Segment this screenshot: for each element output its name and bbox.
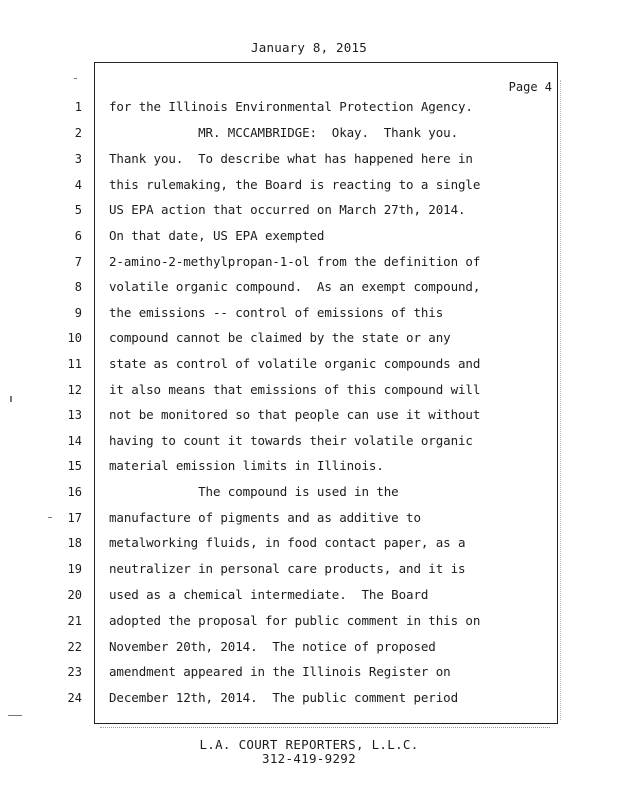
line-number: 4: [74, 178, 82, 192]
scan-speck: [10, 396, 12, 402]
line-number: 3: [74, 152, 82, 166]
transcript-line: MR. MCCAMBRIDGE: Okay. Thank you.: [109, 125, 459, 140]
line-number: 22: [67, 640, 82, 654]
line-number: 7: [74, 255, 82, 269]
scan-speck: [8, 715, 22, 716]
line-number: 15: [67, 459, 82, 473]
transcript-line: On that date, US EPA exempted: [109, 228, 325, 243]
line-number: 5: [74, 203, 82, 217]
line-number: 12: [67, 383, 82, 397]
transcript-line: used as a chemical intermediate. The Board: [109, 587, 429, 602]
line-number: 6: [74, 229, 82, 243]
line-number: 23: [67, 665, 82, 679]
scan-speck: [48, 517, 52, 518]
transcript-line: adopted the proposal for public comment in this on: [109, 613, 481, 628]
transcript-line: amendment appeared in the Illinois Register on: [109, 664, 451, 679]
scan-dotted-edge: [100, 727, 550, 728]
transcript-line: this rulemaking, the Board is reacting to a single: [109, 177, 481, 192]
court-reporter-company: L.A. COURT REPORTERS, L.L.C.: [199, 737, 419, 752]
line-number: 21: [67, 614, 82, 628]
transcript-line: The compound is used in the: [109, 484, 399, 499]
transcript-line: manufacture of pigments and as additive to: [109, 510, 421, 525]
line-number: 2: [74, 126, 82, 140]
line-number: 13: [67, 408, 82, 422]
transcript-line: November 20th, 2014. The notice of proposed: [109, 639, 436, 654]
line-number: 16: [67, 485, 82, 499]
transcript-line: it also means that emissions of this compound will: [109, 382, 481, 397]
scan-dotted-edge: [560, 80, 561, 720]
line-number: 9: [74, 306, 82, 320]
transcript-line: 2-amino-2-methylpropan-1-ol from the definition of: [109, 254, 481, 269]
transcript-line: the emissions -- control of emissions of this: [109, 305, 444, 320]
line-number: 1: [74, 100, 82, 114]
court-reporter-phone: 312-419-9292: [262, 751, 356, 766]
transcript-line: compound cannot be claimed by the state or any: [109, 330, 451, 345]
transcript-line: having to count it towards their volatile organic: [109, 433, 473, 448]
transcript-line: state as control of volatile organic compounds and: [109, 356, 481, 371]
transcript-line: for the Illinois Environmental Protection Agency.: [109, 99, 473, 114]
line-number: 8: [74, 280, 82, 294]
line-number: 17: [67, 511, 82, 525]
transcript-line: not be monitored so that people can use it without: [109, 407, 481, 422]
line-number: 10: [67, 331, 82, 345]
transcript-line: material emission limits in Illinois.: [109, 458, 384, 473]
line-number: 24: [67, 691, 82, 705]
transcript-line: US EPA action that occurred on March 27th, 2014.: [109, 202, 466, 217]
transcript-date-header: January 8, 2015: [251, 40, 367, 55]
scan-speck: [74, 78, 77, 79]
transcript-line: December 12th, 2014. The public comment period: [109, 690, 459, 705]
transcript-line: Thank you. To describe what has happened here in: [109, 151, 473, 166]
transcript-line: neutralizer in personal care products, and it is: [109, 561, 466, 576]
transcript-line: metalworking fluids, in food contact paper, as a: [109, 535, 466, 550]
line-number: 18: [67, 536, 82, 550]
line-number: 19: [67, 562, 82, 576]
line-number: 20: [67, 588, 82, 602]
transcript-line: volatile organic compound. As an exempt compound,: [109, 279, 481, 294]
line-number: 11: [67, 357, 82, 371]
line-number: 14: [67, 434, 82, 448]
page-number-label: Page 4: [508, 80, 552, 94]
